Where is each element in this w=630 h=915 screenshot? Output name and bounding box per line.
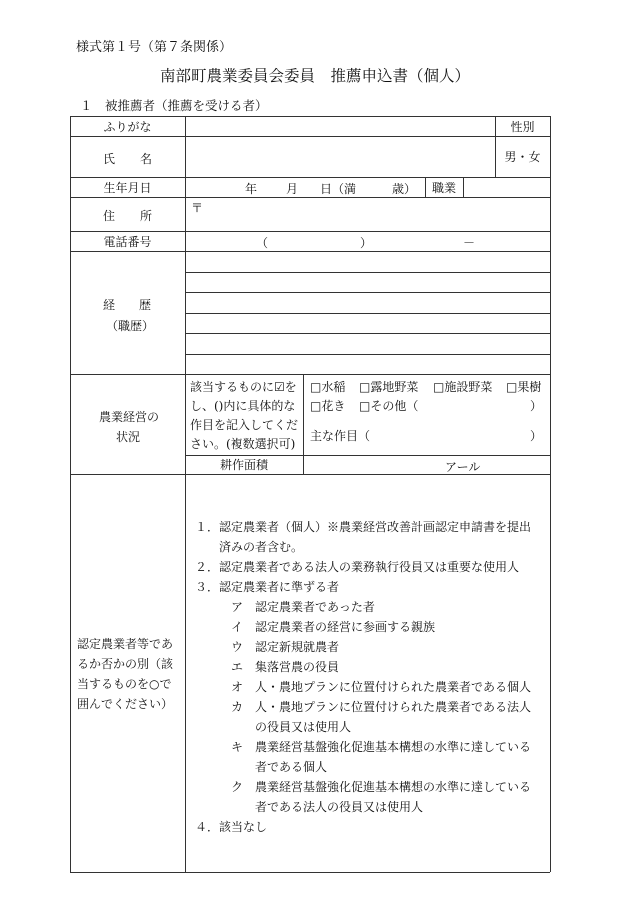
main-crop-field[interactable] xyxy=(380,420,525,448)
furigana-label: ふりがな xyxy=(103,119,152,134)
certified-option-line: の役員又は使用人 xyxy=(195,720,352,734)
career-field[interactable] xyxy=(185,251,550,374)
instruction-line: さい。(複数選択可) xyxy=(190,437,296,451)
birthdate-label: 生年月日 xyxy=(103,180,152,195)
occupation-label: 職業 xyxy=(431,180,456,195)
name-label-first: 氏 xyxy=(103,152,116,166)
gender-label: 性別 xyxy=(510,119,535,134)
instruction-line: し、()内に具体的な xyxy=(190,399,296,413)
instruction-line: 該当するものに☑を xyxy=(190,380,297,394)
certified-option-line: 者である法人の役員又は使用人 xyxy=(195,800,424,814)
document-title: 南部町農業委員会委員 推薦申込書（個人） xyxy=(159,67,470,85)
certified-option-line[interactable]: キ 農業経営基盤強化促進基本構想の水準に達している xyxy=(195,740,532,754)
crop-other-close-paren: ） xyxy=(530,399,543,413)
postal-mark: 〒 xyxy=(191,201,204,215)
cultivated-area-unit: アール xyxy=(445,460,481,474)
section-title: １ 被推薦者（推薦を受ける者） xyxy=(80,98,268,113)
occupation-field[interactable] xyxy=(463,177,550,197)
main-crop-label: 主な作目（ xyxy=(310,429,371,443)
phone-close-paren: ） xyxy=(360,236,373,250)
cultivated-area-label: 耕作面積 xyxy=(219,458,268,472)
certified-option-line[interactable]: ウ 認定新規就農者 xyxy=(195,640,340,654)
phone-label: 電話番号 xyxy=(103,234,152,249)
gender-options[interactable]: 男・女 xyxy=(504,150,541,164)
furigana-field[interactable] xyxy=(185,116,495,136)
form-number: 様式第１号（第７条関係） xyxy=(76,40,233,55)
crop-rice-checkbox[interactable]: □水稲 xyxy=(310,380,346,394)
farming-status-sublabel: 状況 xyxy=(116,430,141,444)
name-label-second: 名 xyxy=(140,152,153,166)
certified-option-line[interactable]: ク 農業経営基盤強化促進基本構想の水準に達している xyxy=(195,780,532,794)
address-label-second: 所 xyxy=(140,209,153,223)
name-field[interactable] xyxy=(185,136,495,177)
career-label: 経 歴 xyxy=(103,298,152,312)
certified-option-line[interactable]: オ 人・農地プランに位置付けられた農業者である個人 xyxy=(195,680,532,694)
birth-age-unit: 歳） xyxy=(392,182,417,196)
instruction-line: 作目を記入してくだ xyxy=(190,418,299,432)
certified-option-line[interactable]: ４．該当なし xyxy=(195,820,268,834)
certified-label-line: 当するものを○で xyxy=(77,677,172,691)
certified-label-line: 認定農業者等であ xyxy=(77,637,174,651)
certified-option-line[interactable]: エ 集落営農の役員 xyxy=(195,660,340,674)
crop-fruit-checkbox[interactable]: □果樹 xyxy=(506,380,542,394)
phone-dash: － xyxy=(463,236,476,250)
certified-option-line[interactable]: １．認定農業者（個人）※農業経営改善計画認定申請書を提出 xyxy=(195,520,532,534)
certified-label-line: るか否かの別（該 xyxy=(77,657,174,671)
certified-label-line: 囲んでください） xyxy=(77,697,174,711)
certified-option-line: 者である個人 xyxy=(195,760,328,774)
address-field[interactable] xyxy=(205,197,550,231)
birth-month-unit: 月 xyxy=(286,182,299,196)
phone-open-paren: （ xyxy=(256,236,269,250)
main-crop-close-paren: ） xyxy=(530,429,543,443)
birth-day-unit: 日（満 xyxy=(320,182,357,196)
certified-option-line: 済みの者含む。 xyxy=(195,540,304,554)
crop-other-checkbox[interactable]: □その他（ xyxy=(359,399,419,413)
certified-option-line[interactable]: イ 認定農業者の経営に参画する親族 xyxy=(195,620,436,634)
farming-status-label: 農業経営の xyxy=(99,410,160,424)
certified-option-line[interactable]: ア 認定農業者であった者 xyxy=(195,600,375,614)
address-label-first: 住 xyxy=(103,209,116,223)
birth-year-unit: 年 xyxy=(245,182,258,196)
crop-field-vegetables-checkbox[interactable]: □露地野菜 xyxy=(359,380,419,394)
crop-flowers-checkbox[interactable]: □花き xyxy=(310,399,346,413)
cultivated-area-field[interactable] xyxy=(305,455,440,474)
crop-greenhouse-vegetables-checkbox[interactable]: □施設野菜 xyxy=(433,380,493,394)
certified-option-line[interactable]: ３．認定農業者に準ずる者 xyxy=(195,580,340,594)
career-sublabel: （職歴） xyxy=(106,319,155,333)
certified-option-line[interactable]: ２．認定農業者である法人の業務執行役員又は重要な使用人 xyxy=(195,560,520,574)
certified-option-line[interactable]: カ 人・農地プランに位置付けられた農業者である法人 xyxy=(195,700,532,714)
